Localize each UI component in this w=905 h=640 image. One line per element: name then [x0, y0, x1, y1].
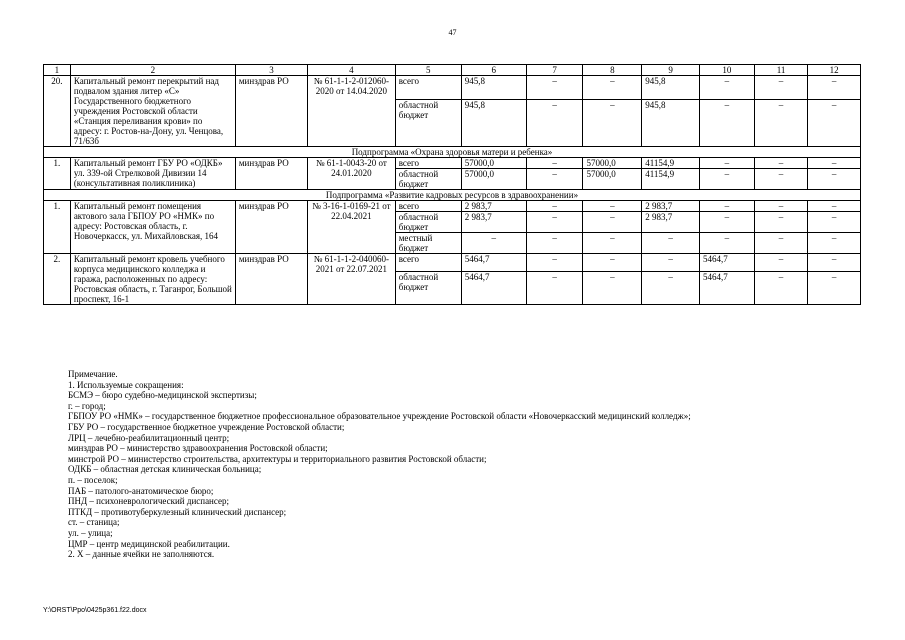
funding-source: всего	[395, 201, 461, 212]
value-cell: –	[754, 100, 808, 147]
value-cell: –	[642, 271, 700, 304]
value-cell: 5464,7	[700, 271, 755, 304]
row-number: 20.	[44, 76, 71, 147]
value-cell: –	[808, 100, 861, 147]
header-cell: 2	[70, 65, 235, 76]
table-header-row	[44, 65, 861, 76]
header-cell: 5	[395, 65, 461, 76]
value-cell: –	[808, 201, 861, 212]
expertise-doc: № 61-1-1-2-040060-2021 от 22.07.2021	[308, 254, 396, 305]
value-cell: 41154,9	[642, 158, 700, 169]
header-cell: 1	[44, 65, 71, 76]
row-number: 1.	[44, 158, 71, 190]
value-cell: –	[808, 76, 861, 100]
header-cell: 4	[308, 65, 396, 76]
object-name: Капитальный ремонт перекрытий над подвалом здания литер «С» Государственного бюджетного учреждения Ростовской области «Станция переливания крови» по адресу: г. Ростов-на-Дону, ул. Ченцова, 71/63б	[70, 76, 235, 147]
value-cell: –	[808, 169, 861, 190]
value-cell: 5464,7	[461, 254, 526, 272]
note-line: ПАБ – патолого-анатомическое бюро;	[68, 485, 214, 496]
note-line: ЛРЦ – лечебно-реабилитационный центр;	[68, 432, 230, 443]
value-cell: –	[700, 233, 755, 254]
table-row	[44, 254, 861, 272]
expertise-doc: № 61-1-1-2-012060-2020 от 14.04.2020	[308, 76, 396, 147]
value-cell: –	[642, 254, 700, 272]
subprogram-row	[44, 190, 861, 201]
value-cell: –	[526, 201, 583, 212]
value-cell: –	[583, 201, 642, 212]
value-cell: 945,8	[461, 76, 526, 100]
value-cell: 2 983,7	[461, 212, 526, 233]
funding-source: местный бюджет	[395, 233, 461, 254]
header-cell: 8	[583, 65, 642, 76]
value-cell: –	[583, 271, 642, 304]
note-line: БСМЭ – бюро судебно-медицинской экспертизы;	[68, 390, 257, 401]
note-line: ПНД – психоневрологический диспансер;	[68, 496, 229, 507]
budget-table	[43, 64, 861, 305]
value-cell: –	[754, 76, 808, 100]
note-line: минздрав РО – министерство здравоохранения Ростовской области;	[68, 443, 328, 454]
value-cell: –	[700, 169, 755, 190]
value-cell: –	[808, 233, 861, 254]
row-number: 2.	[44, 254, 71, 305]
value-cell: –	[700, 158, 755, 169]
value-cell: 945,8	[642, 76, 700, 100]
note-line: ст. – станица;	[68, 517, 120, 528]
object-name: Капитальный ремонт помещения актового зала ГБПОУ РО «НМК» по адресу: Ростовская область, г. Новочеркасск, ул. Михайловская, 164	[70, 201, 235, 254]
value-cell: –	[461, 233, 526, 254]
header-cell: 10	[700, 65, 755, 76]
file-path-footer: Y:\ORST\Ppo\0425p361.f22.docx	[43, 607, 147, 614]
responsible-org: минздрав РО	[235, 254, 307, 305]
note-line: ОДКБ – областная детская клиническая больница;	[68, 464, 262, 475]
note-line: ГБПОУ РО «НМК» – государственное бюджетное профессиональное образовательное учреждение Ростовской области «Новочеркасский медицинский колледж»;	[68, 411, 691, 422]
note-line: 2. Х – данные ячейки не заполняются.	[68, 549, 215, 560]
responsible-org: минздрав РО	[235, 158, 307, 190]
subprogram-row	[44, 147, 861, 158]
note-line: ул. – улица;	[68, 527, 113, 538]
table-row	[44, 158, 861, 169]
note-line: минстрой РО – министерство строительства, архитектуры и территориального развития Ростовской области;	[68, 453, 487, 464]
value-cell: –	[583, 212, 642, 233]
value-cell: 57000,0	[583, 158, 642, 169]
note-line: 1. Используемые сокращения:	[68, 379, 184, 390]
note-line: ПТКД – противотуберкулезный клинический диспансер;	[68, 506, 287, 517]
value-cell: 57000,0	[461, 158, 526, 169]
note-line: г. – город;	[68, 400, 106, 411]
value-cell: –	[808, 212, 861, 233]
row-number: 1.	[44, 201, 71, 254]
value-cell: 5464,7	[700, 254, 755, 272]
page-number: 47	[448, 28, 457, 37]
header-cell: 9	[642, 65, 700, 76]
value-cell: –	[808, 254, 861, 272]
funding-source: всего	[395, 254, 461, 272]
value-cell: 945,8	[642, 100, 700, 147]
value-cell: –	[583, 76, 642, 100]
value-cell: –	[526, 233, 583, 254]
header-cell: 3	[235, 65, 307, 76]
value-cell: 945,8	[461, 100, 526, 147]
funding-source: областной бюджет	[395, 271, 461, 304]
responsible-org: минздрав РО	[235, 76, 307, 147]
value-cell: –	[700, 212, 755, 233]
value-cell: –	[583, 233, 642, 254]
value-cell: 57000,0	[583, 169, 642, 190]
funding-source: областной бюджет	[395, 100, 461, 147]
value-cell: –	[754, 271, 808, 304]
value-cell: –	[754, 254, 808, 272]
value-cell: –	[754, 212, 808, 233]
note-line: ГБУ РО – государственное бюджетное учреждение Ростовской области;	[68, 421, 345, 432]
header-cell: 7	[526, 65, 583, 76]
value-cell: –	[754, 233, 808, 254]
value-cell: –	[700, 201, 755, 212]
value-cell: 2 983,7	[642, 212, 700, 233]
value-cell: 57000,0	[461, 169, 526, 190]
value-cell: –	[583, 100, 642, 147]
expertise-doc: № 3-16-1-0169-21 от 22.04.2021	[308, 201, 396, 254]
note-line: Примечание.	[68, 369, 118, 379]
note-line: ЦМР – центр медицинской реабилитации.	[68, 538, 230, 549]
header-cell: 11	[754, 65, 808, 76]
funding-source: всего	[395, 158, 461, 169]
object-name: Капитальный ремонт ГБУ РО «ОДКБ» ул. 339-ой Стрелковой Дивизии 14 (консультативная поликлиника)	[70, 158, 235, 190]
object-name: Капитальный ремонт кровель учебного корпуса медицинского колледжа и гаража, расположенных по адресу: Ростовская область, г. Таганрог, Большой проспект, 16-1	[70, 254, 235, 305]
value-cell: –	[808, 158, 861, 169]
value-cell: –	[526, 212, 583, 233]
value-cell: 2 983,7	[642, 201, 700, 212]
table-row	[44, 201, 861, 212]
value-cell: –	[754, 158, 808, 169]
funding-source: областной бюджет	[395, 212, 461, 233]
value-cell: –	[808, 271, 861, 304]
subprogram-title: Подпрограмма «Охрана здоровья матери и ребенка»	[44, 147, 861, 158]
header-cell: 6	[461, 65, 526, 76]
value-cell: 5464,7	[461, 271, 526, 304]
notes-block	[68, 369, 691, 560]
funding-source: областной бюджет	[395, 169, 461, 190]
value-cell: –	[754, 169, 808, 190]
funding-source: всего	[395, 76, 461, 100]
value-cell: –	[526, 254, 583, 272]
note-line: п. – поселок;	[68, 474, 118, 485]
value-cell: –	[642, 233, 700, 254]
header-cell: 12	[808, 65, 861, 76]
table-row	[44, 76, 861, 100]
value-cell: 2 983,7	[461, 201, 526, 212]
value-cell: –	[583, 254, 642, 272]
value-cell: –	[700, 100, 755, 147]
value-cell: –	[700, 76, 755, 100]
subprogram-title: Подпрограмма «Развитие кадровых ресурсов в здравоохранении»	[44, 190, 861, 201]
value-cell: –	[526, 158, 583, 169]
value-cell: –	[526, 76, 583, 100]
responsible-org: минздрав РО	[235, 201, 307, 254]
value-cell: –	[526, 169, 583, 190]
value-cell: –	[526, 100, 583, 147]
value-cell: 41154,9	[642, 169, 700, 190]
value-cell: –	[526, 271, 583, 304]
value-cell: –	[754, 201, 808, 212]
expertise-doc: № 61-1-0043-20 от 24.01.2020	[308, 158, 396, 190]
